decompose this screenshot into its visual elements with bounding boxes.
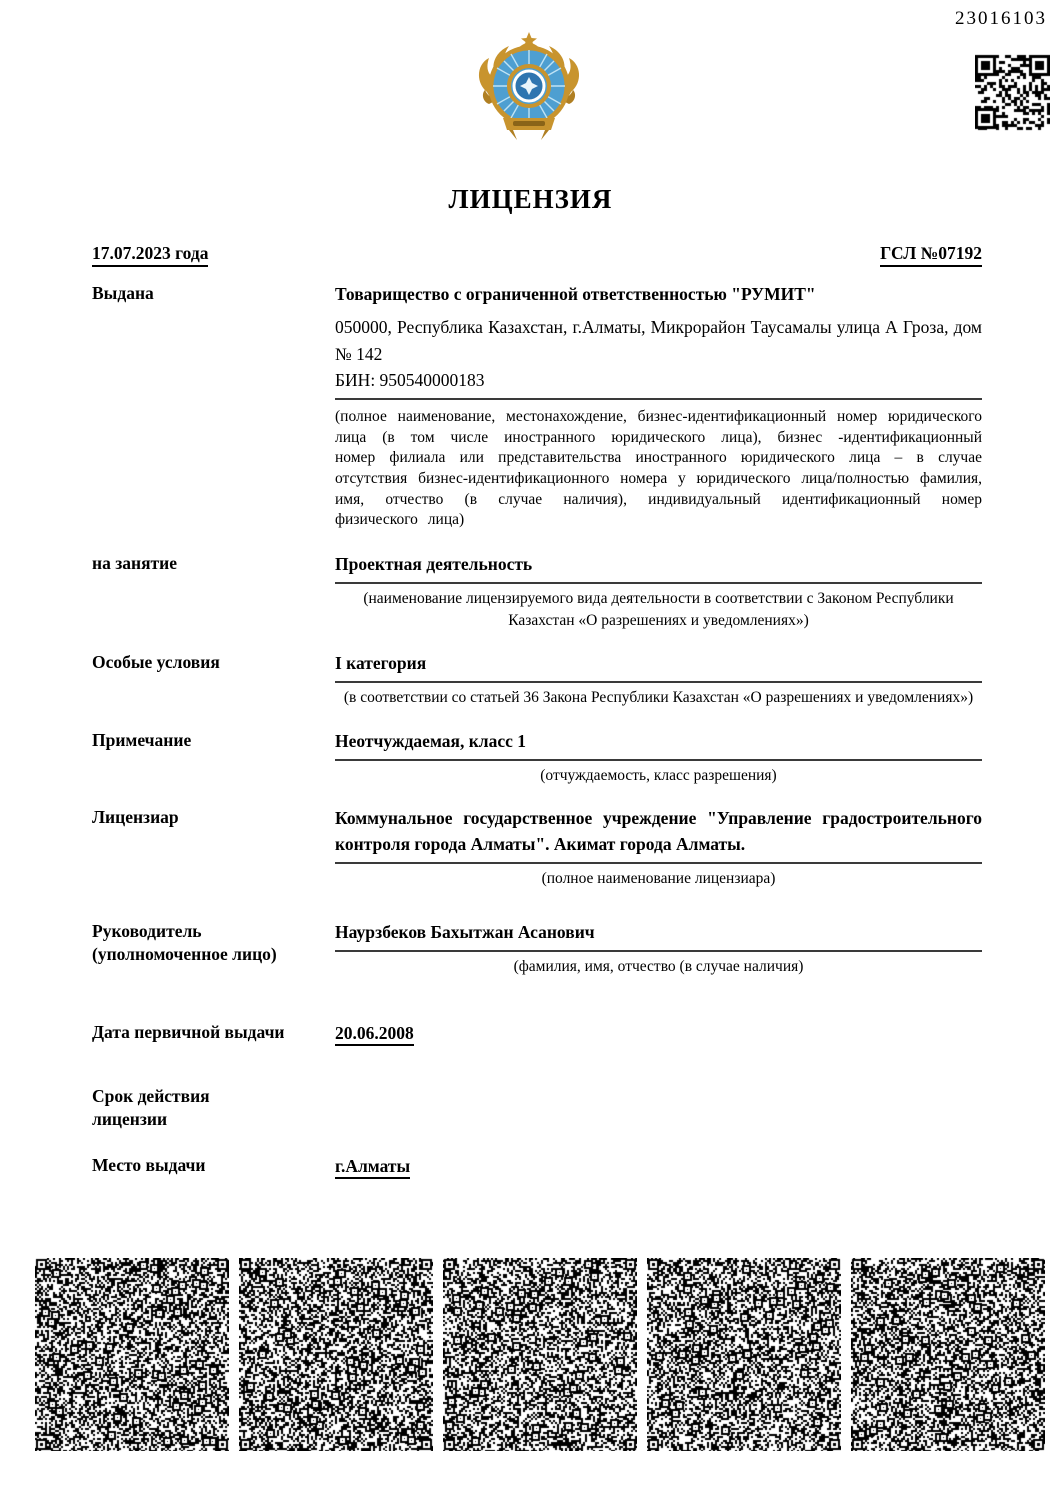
licensor-caption: (полное наименование лицензиара) <box>541 870 776 888</box>
company-name: Товарищество с ограниченной ответственностью "РУМИТ" <box>335 284 816 304</box>
qr-code-icon <box>975 53 1050 131</box>
activity-value: Проектная деятельность <box>335 553 533 574</box>
signature-barcode-block <box>647 1258 841 1451</box>
date-and-number-row <box>92 243 982 267</box>
license-body <box>92 282 982 1179</box>
note-row <box>92 729 982 787</box>
issue-place-row <box>92 1154 982 1179</box>
activity-row <box>92 552 982 631</box>
special-conditions-row <box>92 651 982 709</box>
head-person-label: Руководитель (уполномоченное лицо) <box>92 920 277 965</box>
issue-date: 17.07.2023 года <box>92 243 208 267</box>
validity-row <box>92 1085 982 1132</box>
company-bin: БИН: 950540000183 <box>335 369 485 390</box>
special-conditions-value: I категория <box>335 652 427 673</box>
issued-fine-print: (полное наименование, местонахождение, бизнес-идентификационный номер юридического лица (в том числе иностранного юридического лица), бизнес -идентификационный номер филиала или представительства иностранного юридического лица – в случае отсутствия бизнес-идентификационного номера у юридического лица/полностью фамилия, имя, отчество (в случае наличия), индивидуальный идентификационный номер физического лица) <box>335 408 982 529</box>
signature-barcode-block <box>35 1258 229 1451</box>
note-value: Неотчуждаемая, класс 1 <box>335 730 527 751</box>
activity-label: на занятие <box>92 552 177 573</box>
head-person-caption: (фамилия, имя, отчество (в случае наличия) <box>513 957 804 975</box>
divider-line <box>335 582 982 584</box>
kazakhstan-emblem-icon <box>473 30 585 145</box>
issue-place-label: Место выдачи <box>92 1154 206 1175</box>
head-person-name: Наурзбеков Бахытжан Асанович <box>335 921 595 942</box>
licensor-row <box>92 806 982 889</box>
first-issue-date: 20.06.2008 <box>335 1023 414 1046</box>
divider-line <box>335 398 982 400</box>
issued-to-label: Выдана <box>92 283 154 303</box>
note-caption: (отчуждаемость, класс разрешения) <box>540 767 777 785</box>
signature-barcode-block <box>239 1258 433 1451</box>
divider-line <box>335 862 982 864</box>
company-address: 050000, Республика Казахстан, г.Алматы, Микрорайон Таусамалы улица А Гроза, дом № 142 <box>335 317 982 364</box>
validity-label: Срок действия лицензии <box>92 1085 210 1130</box>
document-serial-number: 23016103 <box>955 8 1047 29</box>
note-label: Примечание <box>92 729 192 750</box>
licensor-label: Лицензиар <box>92 807 179 828</box>
first-issue-row <box>92 1021 982 1046</box>
signature-barcode-block <box>443 1258 637 1451</box>
head-person-row <box>92 920 982 978</box>
issue-place-value: г.Алматы <box>335 1156 410 1179</box>
special-conditions-label: Особые условия <box>92 651 220 672</box>
activity-caption: (наименование лицензируемого вида деятельности в соответствии с Законом Республики Казахстан «О разрешениях и уведомлениях») <box>363 590 954 629</box>
signature-barcode-block <box>851 1258 1045 1451</box>
licensor-value: Коммунальное государственное учреждение "Управление градостроительного контроля города Алматы". Акимат города Алматы. <box>335 808 982 854</box>
page-title: ЛИЦЕНЗИЯ <box>448 184 613 214</box>
divider-line <box>335 950 982 952</box>
license-number: ГСЛ №07192 <box>880 243 982 267</box>
divider-line <box>335 759 982 761</box>
signature-barcode-strip <box>35 1258 1045 1451</box>
divider-line <box>335 681 982 683</box>
special-conditions-caption: (в соответствии со статьей 36 Закона Республики Казахстан «О разрешениях и уведомлениях») <box>343 689 974 707</box>
first-issue-label: Дата первичной выдачи <box>92 1022 285 1043</box>
issued-to-row <box>92 282 982 531</box>
